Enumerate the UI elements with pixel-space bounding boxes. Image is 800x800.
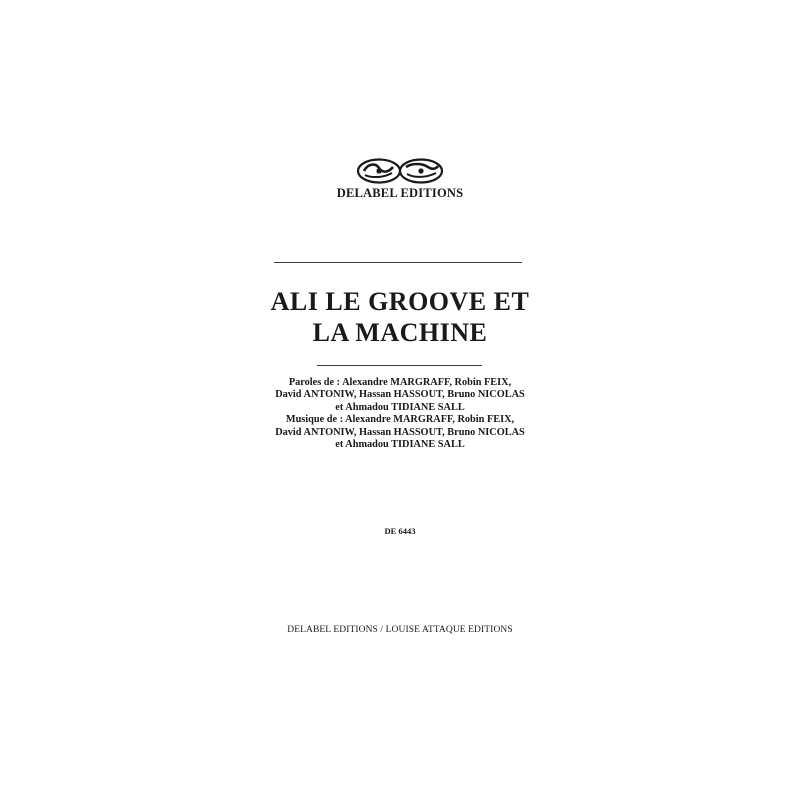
score-title (0, 286, 800, 348)
delabel-editions-logo-icon (356, 158, 444, 184)
credits-line: Musique de : Alexandre MARGRAFF, Robin FEIX, (285, 414, 515, 426)
credits-line: et Ahmadou TIDIANE SALL (335, 439, 465, 451)
credits-line: et Ahmadou TIDIANE SALL (335, 401, 465, 413)
credits-block (0, 377, 800, 451)
credits-line: Paroles de : Alexandre MARGRAFF, Robin FEIX, (288, 377, 512, 388)
catalog-number: DE 6443 (384, 526, 416, 536)
title-divider (317, 365, 482, 366)
top-divider (274, 262, 522, 263)
footer-publishers: DELABEL EDITIONS / LOUISE ATTAQUE EDITIONS (287, 625, 513, 635)
credits-line: David ANTONIW, Hassan HASSOUT, Bruno NICOLAS (275, 426, 525, 438)
title-line-1: ALI LE GROOVE ET (270, 287, 530, 316)
publisher-name: DELABEL EDITIONS (336, 186, 464, 200)
credits-line: David ANTONIW, Hassan HASSOUT, Bruno NICOLAS (275, 389, 525, 401)
title-line-2: LA MACHINE (312, 318, 488, 347)
